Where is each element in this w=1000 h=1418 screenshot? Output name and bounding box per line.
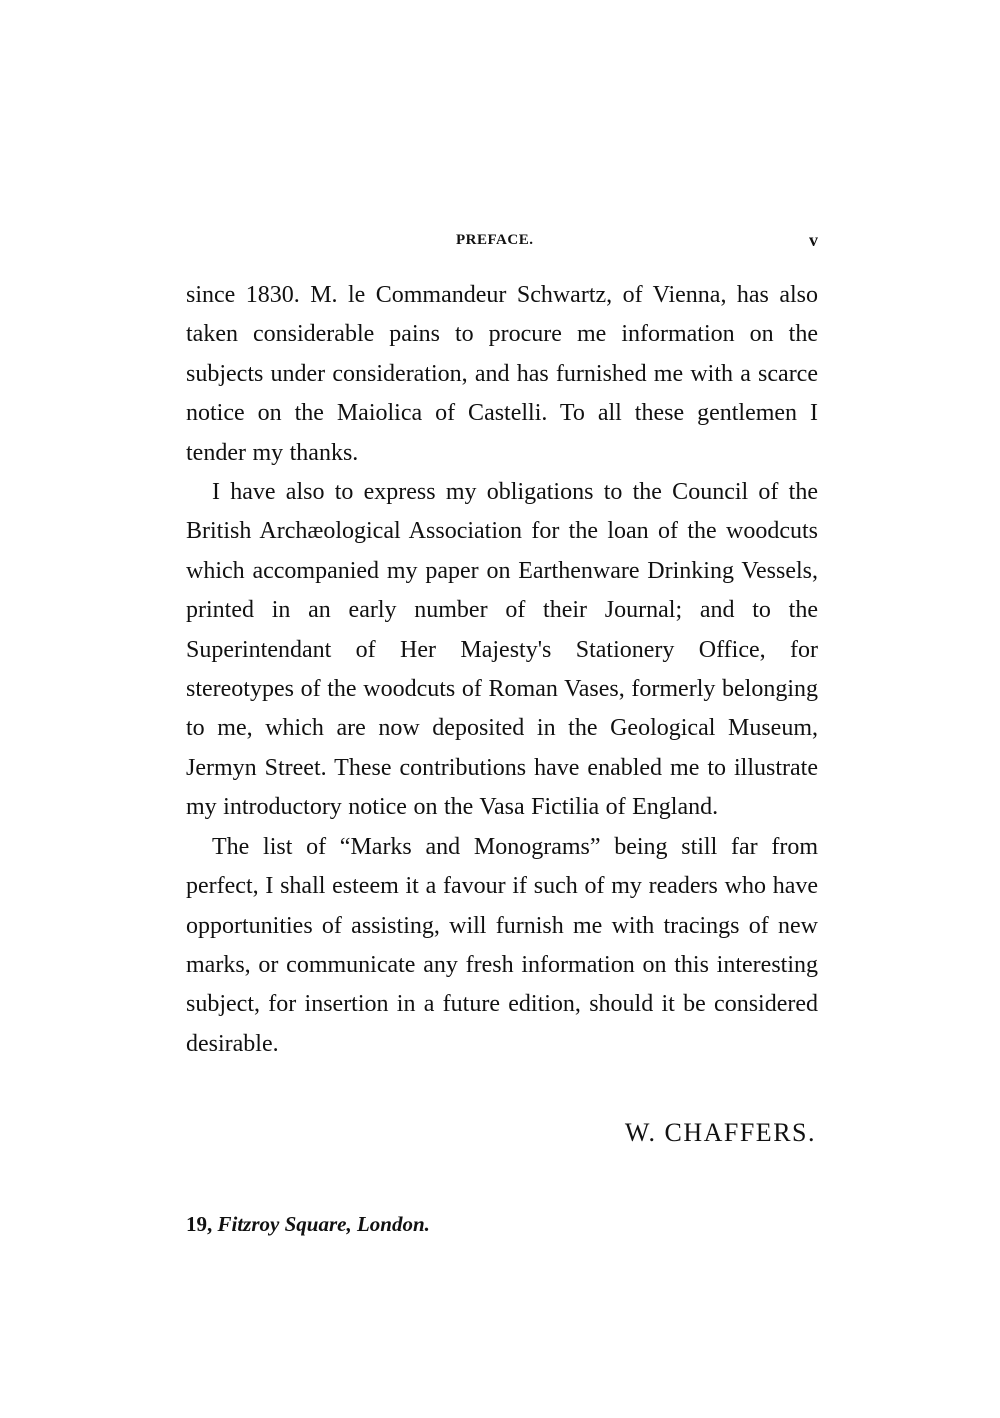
paragraph-1: since 1830. M. le Commandeur Schwartz, of Vienna, has also taken considerable pains to procure me information on the subjects under consideration, and has furnished me with a scarce notice on the Maiolica of Castelli. To all these gentlemen I tender my thanks. — [186, 282, 818, 466]
author-address — [186, 1212, 430, 1237]
running-head — [186, 232, 818, 252]
address-number: 19, — [186, 1212, 213, 1236]
running-title: PREFACE. — [456, 232, 534, 248]
preface-text — [186, 276, 818, 1064]
page-number: v — [809, 230, 818, 250]
author-signature: W. CHAFFERS. — [624, 1118, 816, 1147]
paragraph-2: I have also to express my obligations to the Council of the British Archæological Association for the loan of the woodcuts which accompanied my paper on Earthenware Drinking Vessels, printed in an early number of their Journal; and to the Superintendant of Her Majesty's Stationery Office, for stereotypes of the woodcuts of Roman Vases, formerly belonging to me, which are now deposited in the Geological Museum, Jermyn Street. These contributions have enabled me to illustrate my introductory notice on the Vasa Fictilia of England. — [186, 479, 818, 821]
address-location: Fitzroy Square, London. — [217, 1212, 430, 1236]
paragraph-3: The list of “Marks and Monograms” being still far from perfect, I shall esteem it a favour if such of my readers who have opportunities of assisting, will furnish me with tracings of new marks, or communicate any fresh information on this interesting subject, for insertion in a future edition, should it be considered desirable. — [186, 833, 818, 1057]
